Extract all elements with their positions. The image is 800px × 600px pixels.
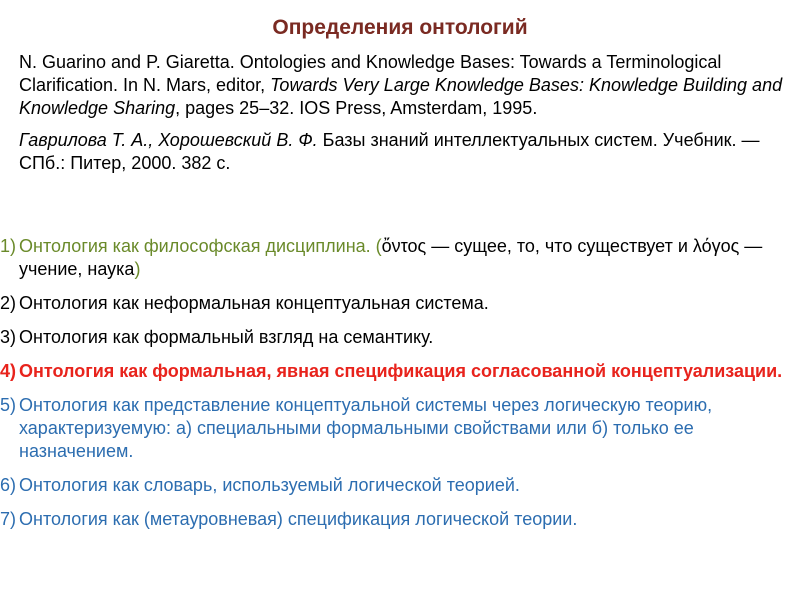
definition-number-1: 1) — [0, 236, 17, 256]
slide-title: Определения онтологий — [272, 16, 528, 39]
definition-number-5: 5) — [0, 395, 17, 415]
definition-text-3: Онтология как формальный взгляд на семантику. — [19, 327, 434, 347]
definition-text-2: Онтология как неформальная концептуальная система. — [19, 293, 489, 313]
definition-number-4: 4) — [0, 361, 17, 381]
definition-text-4: Онтология как формальная, явная спецификация согласованной концептуализации. — [19, 361, 783, 381]
definition-number-7: 7) — [0, 509, 17, 529]
definition-item-7 — [0, 508, 795, 531]
ref1-rest: , pages 25–32. IOS Press, Amsterdam, 1995. — [175, 98, 538, 118]
ref2-rest: Базы знаний интеллектуальных систем. Учебник. — СПб.: Питер, 2000. 382 с. — [19, 130, 760, 173]
definition-item-4 — [0, 360, 795, 383]
definition-item-5 — [0, 394, 795, 463]
definition-text-6: Онтология как словарь, используемый логической теорией. — [19, 475, 520, 495]
definition-text-5: Онтология как представление концептуальной системы через логическую теорию, характеризуемую: а) специальными формальными свойствами или б) только ее назначением. — [19, 395, 713, 461]
definitions-list — [0, 235, 795, 542]
definition-text-7: Онтология как (метауровневая) спецификация логической теории. — [19, 509, 578, 529]
ref2-authors: Гаврилова Т. А., Хорошевский В. Ф. — [19, 130, 318, 150]
definition-text-1: Онтология как философская дисциплина. (ὄντος — сущее, то, что существует и λόγος — учение, наука) — [19, 236, 763, 279]
greek-etymology: ὄντος — сущее, то, что существует и λόγος — учение, наука — [19, 236, 763, 279]
references — [19, 51, 789, 180]
definition-item-6 — [0, 474, 795, 497]
ref1-authors: N. Guarino and P. Giaretta. — [19, 52, 240, 72]
reference-guarino — [19, 51, 789, 120]
definition-number-6: 6) — [0, 475, 17, 495]
definition-item-3 — [0, 326, 795, 349]
ref1-book-title: Towards Very Large Knowledge Bases: Knowledge Building and Knowledge Sharing — [19, 75, 783, 118]
definition-number-3: 3) — [0, 327, 17, 347]
definition-item-2 — [0, 292, 795, 315]
definition-item-1 — [0, 235, 795, 281]
ref1-paper: Ontologies and Knowledge Bases: Towards a Terminological Clarification. In N. Mars, editor, — [19, 52, 722, 95]
definition-number-2: 2) — [0, 293, 17, 313]
reference-gavrilova — [19, 129, 789, 175]
